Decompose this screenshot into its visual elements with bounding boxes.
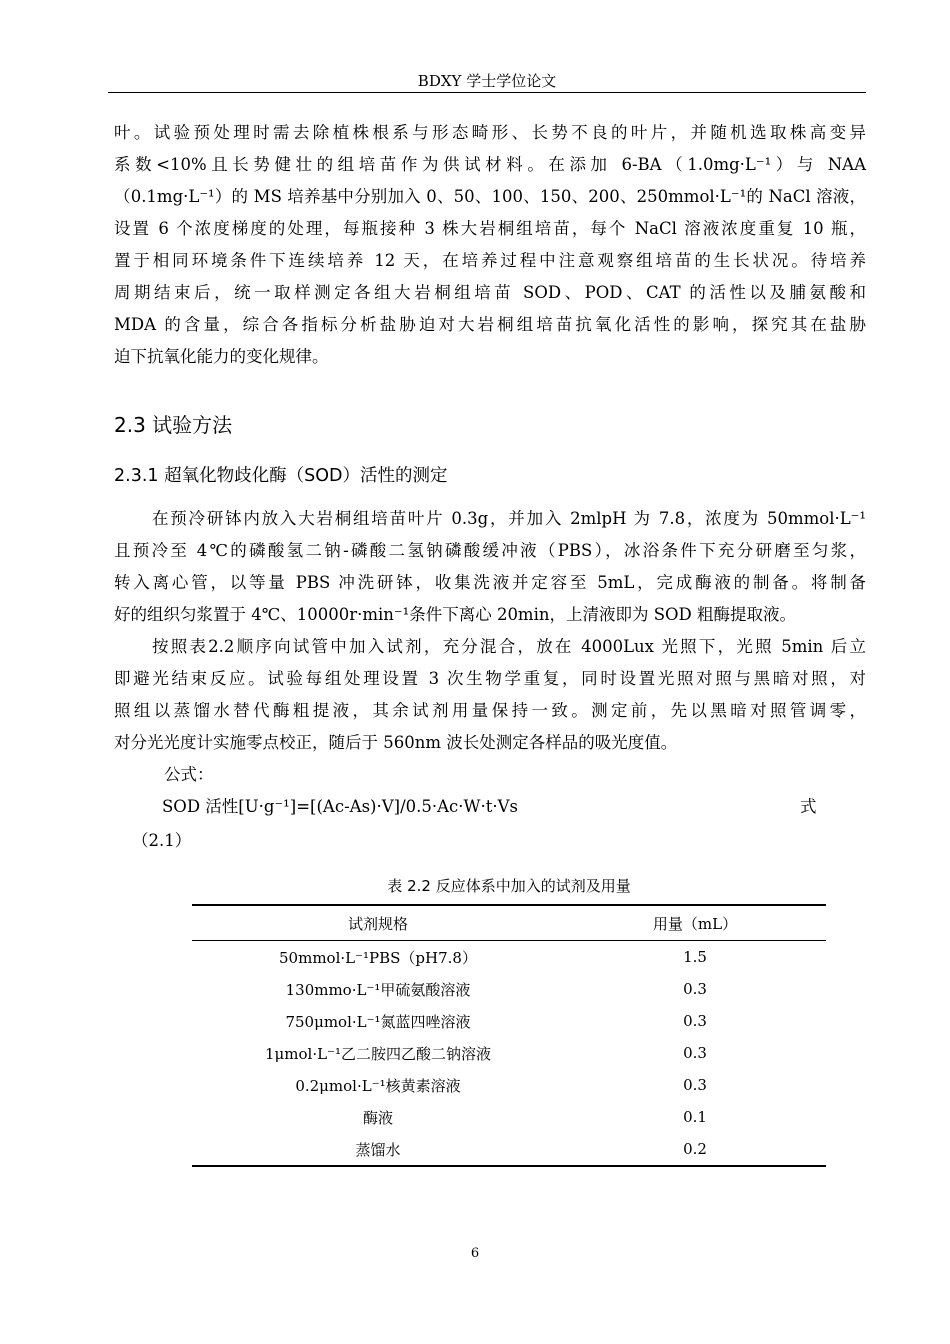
table-header-row (192, 905, 826, 941)
amount-cell: 0.3 (683, 1012, 707, 1030)
text-line: 按照表2.2顺序向试管中加入试剂，充分混合，放在 4000Lux 光照下，光照 5min 后立 (152, 637, 866, 656)
text-line: 在预冷研钵内放入大岩桐组培苗叶片 0.3g，并加入 2mlpH 为 7.8，浓度为 50mmol·L⁻¹ (152, 509, 866, 528)
amount-cell: 1.5 (683, 948, 707, 966)
table-row (192, 1037, 826, 1069)
table-row (192, 1005, 826, 1037)
section-heading: 2.3 试验方法 (114, 413, 233, 437)
formula-label: 公式： (164, 765, 214, 784)
formula-suffix: 式 (800, 797, 817, 816)
text-line: 设置 6 个浓度梯度的处理，每瓶接种 3 株大岩桐组培苗，每个 NaCl 溶液浓度重复 10 瓶， (114, 219, 866, 238)
reagent-cell: 1μmol·L⁻¹乙二胺四乙酸二钠溶液 (264, 1044, 491, 1063)
table-row (192, 1101, 826, 1133)
reagent-cell: 750μmol·L⁻¹氮蓝四唑溶液 (285, 1012, 471, 1031)
table-row (192, 1069, 826, 1101)
sod-formula: SOD 活性[U·g⁻¹]=[(Ac-As)·V]/0.5·Ac·W·t·Vs (162, 797, 518, 816)
text-line: 转入离心管，以等量 PBS 冲洗研钵，收集洗液并定容至 5mL，完成酶液的制备。将制备 (114, 573, 866, 592)
text-line: 即避光结束反应。试验每组处理设置 3 次生物学重复，同时设置光照对照与黑暗对照，对 (114, 669, 866, 688)
reagent-cell: 130mmo·L⁻¹甲硫氨酸溶液 (285, 980, 471, 999)
text-line: 周期结束后，统一取样测定各组大岩桐组培苗 SOD、POD、CAT 的活性以及脯氨酸和 (114, 283, 866, 302)
table-row (192, 941, 826, 974)
amount-cell: 0.3 (683, 980, 707, 998)
column-header-amount: 用量（mL） (652, 914, 738, 933)
text-line: （0.1mg·L⁻¹）的 MS 培养基中分别加入 0、50、100、150、200、250mmol·L⁻¹的 NaCl 溶液， (114, 187, 866, 206)
table-caption: 表 2.2 反应体系中加入的试剂及用量 (387, 877, 631, 895)
text-line: 照组以蒸馏水替代酶粗提液，其余试剂用量保持一致。测定前，先以黑暗对照管调零， (114, 701, 866, 720)
column-header-reagent: 试剂规格 (347, 914, 408, 933)
amount-cell: 0.3 (683, 1044, 707, 1062)
amount-cell: 0.2 (683, 1140, 707, 1158)
text-line: 系数<10%且长势健壮的组培苗作为供试材料。在添加 6-BA（1.0mg·L⁻¹）与 NAA (114, 155, 866, 174)
text-line: 且预冷至 4℃的磷酸氢二钠-磷酸二氢钠磷酸缓冲液（PBS），冰浴条件下充分研磨至匀浆， (114, 541, 866, 560)
text-line: 迫下抗氧化能力的变化规律。 (114, 347, 329, 366)
table-row (192, 973, 826, 1005)
text-line: 叶。试验预处理时需去除植株根系与形态畸形、长势不良的叶片，并随机选取株高变异 (114, 123, 866, 142)
reagent-cell: 蒸馏水 (355, 1140, 401, 1159)
formula-number: （2.1） (132, 831, 192, 850)
page-number: 6 (470, 1246, 480, 1261)
text-line: 置于相同环境条件下连续培养 12 天，在培养过程中注意观察组培苗的生长状况。待培养 (114, 251, 866, 270)
reagent-cell: 酶液 (362, 1108, 393, 1127)
reagent-table (192, 904, 826, 1167)
header-rule (108, 92, 866, 93)
subsection-heading: 2.3.1 超氧化物歧化酶（SOD）活性的测定 (114, 466, 448, 486)
text-line: MDA 的含量，综合各指标分析盐胁迫对大岩桐组培苗抗氧化活性的影响，探究其在盐胁 (114, 315, 866, 334)
amount-cell: 0.1 (683, 1108, 707, 1126)
running-header: BDXY 学士学位论文 (417, 72, 557, 90)
table-row (192, 1133, 826, 1166)
reagent-cell: 50mmol·L⁻¹PBS（pH7.8） (279, 948, 477, 967)
text-line: 对分光光度计实施零点校正，随后于 560nm 波长处测定各样品的吸光度值。 (114, 733, 678, 752)
text-line: 好的组织匀浆置于 4℃、10000r·min⁻¹条件下离心 20min，上清液即为 SOD 粗酶提取液。 (114, 605, 797, 624)
amount-cell: 0.3 (683, 1076, 707, 1094)
reagent-cell: 0.2μmol·L⁻¹核黄素溶液 (295, 1076, 461, 1095)
